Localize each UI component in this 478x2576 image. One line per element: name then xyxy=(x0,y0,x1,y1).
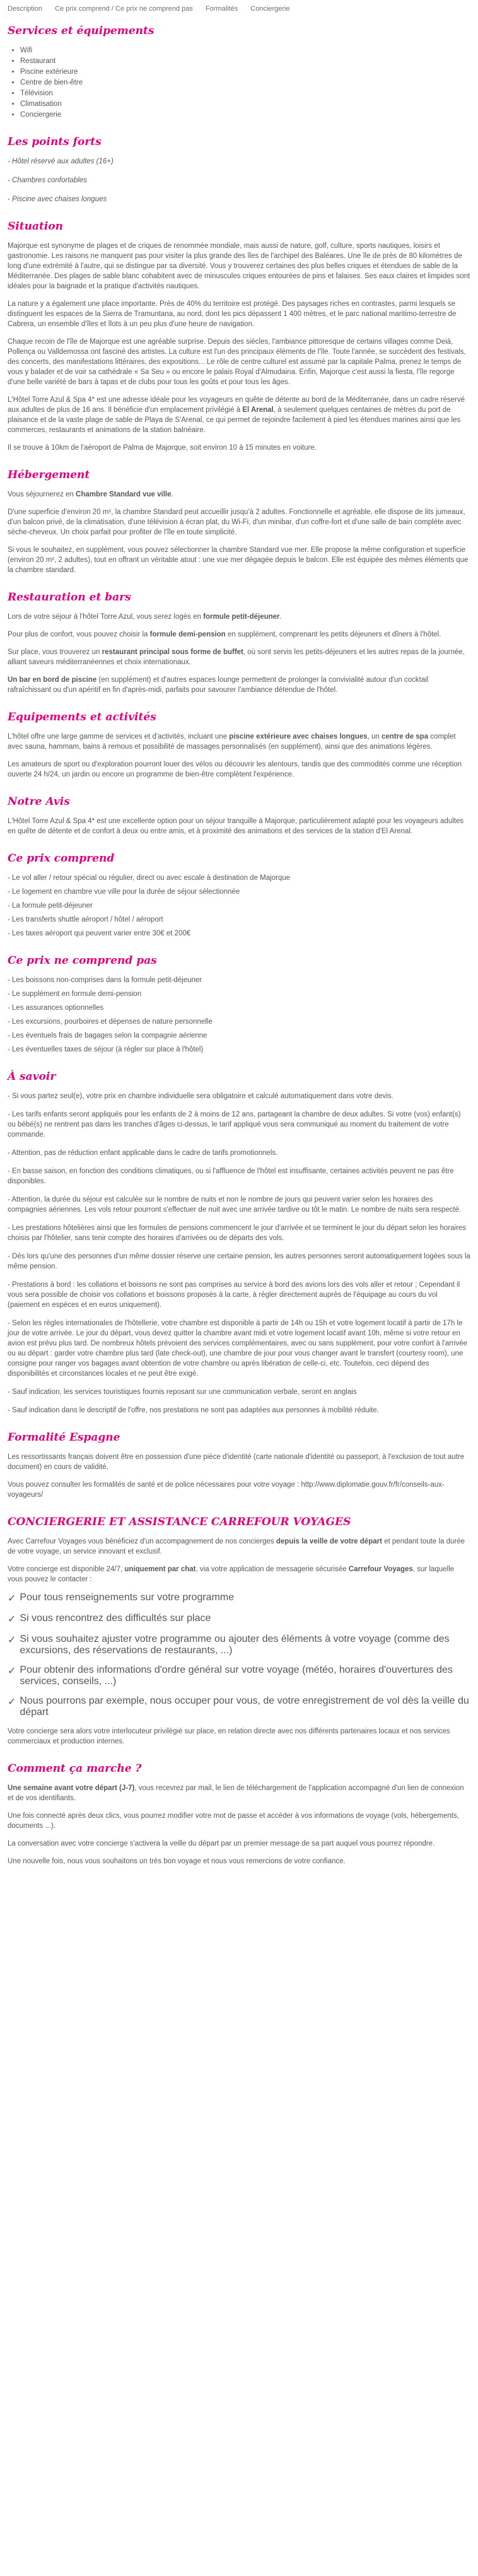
tab-concierge[interactable]: Conciergerie xyxy=(250,5,290,13)
hebergement-paragraph: Si vous le souhaitez, en supplément, vous pouvez sélectionner la chambre Standard vue mer. Elle propose la même configuration et superficie (environ 20 m², 2 adultes), tout en offrant un véritable atout : une vue mer dégagée depuis le balcon. Elle est équipée des mêmes éléments que la chambre standard. xyxy=(8,546,469,574)
a-savoir-item: - Sauf indication dans le descriptif de l'offre, nos prestations ne sont pas adaptées aux personnes à mobilité réduite. xyxy=(8,1407,379,1414)
situation-paragraph: La nature y a également une place importante. Près de 40% du territoire est protégé. Des paysages riches en contrastes, parmi lesquels se distinguent les espaces de la Sierra de Tramuntana, au nord, dont les pics dépassent 1 400 mètres, et le parc national maritimo-terrestre de Cabrera, un ensemble d'îles et îlots à un peu plus d'une heure de navigation. xyxy=(8,300,457,328)
points-forts-title: Les points forts xyxy=(8,136,102,148)
conciergerie-paragraph: Votre concierge sera alors votre interlocuteur privilégié sur place, en relation directe avec nos différents partenaires locaux et nos services commerciaux et production internes. xyxy=(8,1728,450,1745)
text-segment: Pour plus de confort, vous pouvez choisir la xyxy=(8,631,150,638)
concierge-check-text: Pour tous renseignements sur votre programme xyxy=(20,1592,235,1603)
points-forts-list xyxy=(8,156,470,204)
equipements-title: Equipements et activités xyxy=(8,711,156,723)
a-savoir-item: - Sauf indication, les services touristiques fournis reposant sur une communication verbale, seront en anglais xyxy=(8,1388,357,1396)
check-icon: ✓ xyxy=(8,1697,16,1707)
text-segment: L'Hôtel Torre Azul & Spa 4* est une adresse idéale pour les voyageurs en quête de détente au bord de la Méditerranée, dans un cadre réservé aux adultes de plus de 16 ans. Il bénéficie d'un emplacement privilégié à xyxy=(8,396,465,414)
a-savoir-item: - Selon les règles internationales de l'hôtellerie, votre chambre est disponible à partir de 14h ou 15h et votre logement locatif à partir de 17h le jour de votre arrivée. Le jour du départ, vous devez quitter la chambre avant midi et votre logement locatif avant 10h, même si votre retour en avion est prévu plus tard. De nombreux hôtels prévoient des services complémentaires, avec ou sans supplément, pour votre confort à l'arrivée ou au départ : garder votre chambre plus tard (late check-out), une chambre de jour pour vous changer avant le transfert (courtesy room), une consigne pour ranger vos bagages avant obtention de votre chambre ou après libération de celle-ci, etc. Toutefois, ceci dépend des disponibilités et circonstances locales et ne peut être exigé. xyxy=(8,1320,467,1378)
prix-ne-comprend-pas-item: - Le supplément en formule demi-pension xyxy=(8,990,142,998)
emphasis-text: centre de spa xyxy=(381,733,429,741)
emphasis-text: Une semaine avant votre départ (J-7) xyxy=(8,1784,135,1792)
notre-avis-paragraph: L'Hôtel Torre Azul & Spa 4* est une excellente option pour un séjour tranquille à Majorque, particulièrement adapté pour les voyageurs adultes en quête de détente et de confort à deux ou entre amis, et à proximité des animations et des services de la station d'El Arenal. xyxy=(8,817,464,835)
comment-ca-marche-title: Comment ça marche ? xyxy=(8,1762,142,1775)
service-item: • Centre de bien-être xyxy=(20,78,470,88)
text-segment: . xyxy=(171,491,173,498)
comment-ca-marche-paragraph: Une nouvelle fois, nous vous souhaitons un très bon voyage et nous vous remercions de votre confiance. xyxy=(8,1858,346,1865)
text-segment: , où sont servis les petits-déjeuners et les autres repas de la journée, alliant saveurs méditerranéennes et choix internationaux. xyxy=(8,648,465,666)
a-savoir-item: - Si vous partez seul(e), votre prix en chambre individuelle sera obligatoire et calculé automatiquement dans votre devis. xyxy=(8,1092,393,1100)
prix-comprend-item: - Les transferts shuttle aéroport / hôtel / aéroport xyxy=(8,916,163,923)
section-points-forts xyxy=(8,135,470,204)
text-segment: et pendant toute la durée de votre voyage, un service innovant et exclusif. xyxy=(8,1538,465,1555)
concierge-check-text: Si vous rencontrez des difficultés sur place xyxy=(20,1613,211,1624)
section-hebergement xyxy=(8,468,470,575)
prix-comprend-item: - La formule petit-déjeuner xyxy=(8,902,93,910)
prix-ne-comprend-pas-item: - Les assurances optionnelles xyxy=(8,1004,104,1012)
text-segment: , sur laquelle vous pouvez le contacter : xyxy=(8,1566,455,1583)
travel-advice-link[interactable]: http://www.diplomatie.gouv.fr/fr/conseils-aux-voyageurs/ xyxy=(8,1481,445,1499)
conciergerie-title: CONCIERGERIE ET ASSISTANCE CARREFOUR VOYAGES xyxy=(8,1516,351,1528)
concierge-check-item xyxy=(8,1613,470,1625)
situation-paragraph: Il se trouve à 10km de l'aéroport de Palma de Majorque, soit environ 10 à 15 minutes en voiture. xyxy=(8,444,317,452)
text-segment: L'hôtel offre une large gamme de services et d'activités, incluant une xyxy=(8,733,230,741)
section-prix-comprend xyxy=(8,852,470,939)
section-tabs xyxy=(8,4,470,15)
a-savoir-item: - Les prestations hôtelières ainsi que les formules de pensions commencent le jour d'arrivée et se terminent le jour du départ selon les horaires choisis par l'hôtelier, sans tenir compte des horaires d'arrivées ou de départs des vols. xyxy=(8,1224,467,1242)
services-title: Services et équipements xyxy=(8,25,154,37)
concierge-check-item xyxy=(8,1695,470,1718)
a-savoir-item: - Dès lors qu'une des personnes d'un même dossier réserve une certaine pension, les autres personnes seront automatiquement logées sous la même pension. xyxy=(8,1253,470,1270)
comment-ca-marche-paragraph: Une fois connecté après deux clics, vous pourrez modifier votre mot de passe et accéder à vos informations de voyage (vols, hébergements, documents ...). xyxy=(8,1812,459,1830)
emphasis-text: Chambre Standard vue ville xyxy=(76,491,172,498)
text-segment: (en supplément) et d'autres espaces lounge permettent de prolonger la convivialité autour d'un cocktail rafraîchissant ou d'un apéritif en fin d'après-midi, parfaits pour savourer l'ambiance détendue de l'hôtel. xyxy=(8,676,429,694)
emphasis-text: formule petit-déjeuner xyxy=(203,613,280,621)
text-segment: Vous séjournerez en xyxy=(8,491,76,498)
situation-paragraph: Majorque est synonyme de plages et de criques de renommée mondiale, mais aussi de nature, golf, culture, sports nautiques, loisirs et gastronomie. Les raisons ne manquent pas pour visiter la plus grande des îles de l'archipel des Baléares. Une île de près de 80 kilomètres de long d'une extrémité à l'autre, qui se distingue par sa diversité. Vous y trouverez certaines des plus belles criques et étendues de sable de la Méditerranée. Des plages de sable blanc cohabitent avec de minuscules criques entourées de pins et falaises. Ses eaux claires et limpides sont idéales pour la baignade et la pratique d'activités nautiques. xyxy=(8,242,470,290)
formalites-link-intro: Vous pouvez consulter les formalités de santé et de police nécessaires pour votre voyage : xyxy=(8,1481,301,1489)
service-item: • Conciergerie xyxy=(20,110,470,120)
a-savoir-item: - En basse saison, en fonction des conditions climatiques, ou si l'affluence de l'hôtel est insuffisante, certaines activités peuvent ne pas être disponibles. xyxy=(8,1168,454,1185)
emphasis-text: Un bar en bord de piscine xyxy=(8,676,97,684)
text-segment: , vous recevrez par mail, le lien de téléchargement de l'application accompagné d'un lien de connexion et de vos identifiants. xyxy=(8,1784,464,1802)
equipements-paragraph: Les amateurs de sport ou d'exploration pourront louer des vélos ou découvrir les alentours, tandis que des commodités comme une réception ouverte 24 h/24, un jardin ou encore un programme de bien-être complètent l'expérience. xyxy=(8,761,462,778)
a-savoir-item: - Prestations à bord : les collations et boissons ne sont pas comprises au service à bord des avions lors des vols aller et retour ; Cependant il vous sera possible de choisir vos collations et boissons proposés à la carte, à régler directement auprès de l'équipage au cours du vol (paiement en espèces et en euros uniquement). xyxy=(8,1281,460,1309)
restauration-paragraph xyxy=(8,647,470,667)
text-segment: , un xyxy=(367,733,382,741)
service-item: • Télévision xyxy=(20,88,470,98)
prix-comprend-item: - Le logement en chambre vue ville pour la durée de séjour sélectionnée xyxy=(8,888,240,896)
point-fort-item: - Chambres confortables xyxy=(8,177,87,184)
service-item: • Piscine extérieure xyxy=(20,67,470,77)
text-segment: Votre concierge est disponible 24/7, xyxy=(8,1566,125,1573)
section-formalites xyxy=(8,1431,470,1500)
section-conciergerie xyxy=(8,1515,470,1747)
text-segment: , à seulement quelques centaines de mètres du port de plaisance et de la vaste plage de sable de Playa de S'Arenal, ce qui permet de rejoindre facilement à pied les étendues marines ainsi que les commerces, restaurants et animations de la station balnéaire. xyxy=(8,406,461,434)
check-icon: ✓ xyxy=(8,1593,16,1604)
comment-ca-marche-paragraph: La conversation avec votre concierge s'activera la veille du départ par un premier message de sa part auquel vous pourrez répondre. xyxy=(8,1840,435,1847)
concierge-check-text: Si vous souhaitez ajuster votre programme ou ajouter des éléments à votre voyage (comme des excursions, des réservations de restaurants, ...) xyxy=(20,1634,450,1656)
check-icon: ✓ xyxy=(8,1614,16,1625)
formalites-title: Formalité Espagne xyxy=(8,1431,120,1444)
section-restauration xyxy=(8,590,470,695)
services-list xyxy=(20,45,470,120)
text-segment: . xyxy=(279,613,282,621)
equipements-paragraph xyxy=(8,732,470,752)
formalites-paragraph xyxy=(8,1480,470,1500)
emphasis-text: El Arenal xyxy=(242,406,274,414)
text-segment: en supplément, comprenant les petits déjeuners et dîners à l'hôtel. xyxy=(225,631,441,638)
prix-comprend-item: - Les taxes aéroport qui peuvent varier entre 30€ et 200€ xyxy=(8,930,191,937)
restauration-paragraph xyxy=(8,675,470,695)
emphasis-text: formule demi-pension xyxy=(149,631,226,638)
comment-ca-marche-paragraph xyxy=(8,1783,470,1803)
conciergerie-paragraph xyxy=(8,1564,470,1584)
point-fort-item: - Hôtel réservé aux adultes (16+) xyxy=(8,158,114,165)
service-item: • Climatisation xyxy=(20,99,470,109)
text-segment: complet avec sauna, hammam, bains à remous et possibilité de massages personnalisés (en supplément), ainsi que des animations légères. xyxy=(8,733,456,751)
section-comment-ca-marche xyxy=(8,1762,470,1866)
emphasis-text: piscine extérieure avec chaises longues xyxy=(229,733,368,741)
concierge-check-text: Pour obtenir des informations d'ordre général sur votre voyage (météo, horaires d'ouvertures des services, conseils, ...) xyxy=(20,1665,453,1687)
section-prix-ne-comprend-pas xyxy=(8,954,470,1055)
service-item: • Wifi xyxy=(20,45,470,56)
emphasis-text: depuis la veille de votre départ xyxy=(276,1538,382,1545)
text-segment: Lors de votre séjour à l'hôtel Torre Azul, vous serez logés en xyxy=(8,613,204,621)
restauration-paragraph xyxy=(8,629,470,640)
concierge-check-text: Nous pourrons par exemple, nous occuper pour vous, de votre enregistrement de vol dès la veille du départ xyxy=(20,1695,469,1718)
prix-comprend-title: Ce prix comprend xyxy=(8,852,115,865)
concierge-check-item xyxy=(8,1665,470,1687)
hebergement-paragraph xyxy=(8,489,470,500)
prix-ne-comprend-pas-list xyxy=(8,975,470,1055)
prix-comprend-list xyxy=(8,873,470,939)
text-segment: Sur place, vous trouverez un xyxy=(8,648,102,656)
tab-formalities[interactable]: Formalités xyxy=(205,5,238,13)
situation-paragraph: Chaque recoin de l'île de Majorque est une agréable surprise. Depuis des siècles, l'ambiance pittoresque de certains villages comme Deià, Pollença ou Valldemossa ont fasciné des artistes. La culture est l'un des principaux éléments de l'île. Toute l'année, se succèdent des festivals, des concerts, des manifestations littéraires, des expositions... Le rôle de centre culturel est assumé par la capitale Palma, prenez le temps de vous y balader et de voir sa cathédrale « Sa Seu » ou encore le palais Royal d'Almudaina. Enfin, Majorque c'est aussi la fiesta, l'île regorge d'une belle variété de bars à tapas et de clubs pour tous les goûts et pour tous les âges. xyxy=(8,338,466,386)
section-notre-avis xyxy=(8,795,470,836)
check-icon: ✓ xyxy=(8,1635,16,1646)
section-services xyxy=(8,24,470,120)
situation-paragraph xyxy=(8,395,470,435)
prix-ne-comprend-pas-title: Ce prix ne comprend pas xyxy=(8,954,157,967)
emphasis-text: restaurant principal sous forme de buffet xyxy=(102,648,243,656)
point-fort-item: - Piscine avec chaises longues xyxy=(8,196,107,203)
hebergement-title: Hébergement xyxy=(8,469,90,481)
tab-description[interactable]: Description xyxy=(8,5,43,13)
notre-avis-title: Notre Avis xyxy=(8,795,70,808)
a-savoir-item: - Attention, pas de réduction enfant applicable dans le cadre de tarifs promotionnels. xyxy=(8,1149,278,1157)
section-equipements xyxy=(8,710,470,780)
prix-ne-comprend-pas-item: - Les éventuels frais de bagages selon la compagnie aérienne xyxy=(8,1032,207,1039)
service-item: • Restaurant xyxy=(20,56,470,66)
prix-ne-comprend-pas-item: - Les boissons non-comprises dans la formule petit-déjeuner xyxy=(8,976,202,984)
hebergement-paragraph: D'une superficie d'environ 20 m², la chambre Standard peut accueillir jusqu'à 2 adultes. Fonctionnelle et agréable, elle dispose de lits jumeaux, d'un balcon privé, de la climatisation, d'une télévision à écran plat, du Wi-Fi, d'un minibar, d'un coffre-fort et d'une salle de bain complète avec sèche-cheveux. Un choix parfait pour profiter de l'île en toute simplicité. xyxy=(8,508,465,536)
section-situation xyxy=(8,220,470,453)
prix-comprend-item: - Le vol aller / retour spécial ou régulier, direct ou avec escale à destination de Majorque xyxy=(8,874,291,882)
a-savoir-item: - Les tarifs enfants seront appliqués pour les enfants de 2 à moins de 12 ans, partageant la chambre de deux adultes. Si votre (vos) enfant(s) ou bébé(s) ne rentrent pas dans les tranches d'âges ci-dessus, le tarif appliqué vous sera communiqué au moment du traitement de votre commande. xyxy=(8,1111,461,1139)
a-savoir-list xyxy=(8,1091,470,1415)
tab-price-included-excluded[interactable]: Ce prix comprend / Ce prix ne comprend pas xyxy=(55,5,193,13)
restauration-title: Restauration et bars xyxy=(8,591,131,604)
situation-title: Situation xyxy=(8,220,63,233)
section-a-savoir xyxy=(8,1070,470,1415)
concierge-check-item xyxy=(8,1592,470,1605)
emphasis-text: uniquement par chat xyxy=(124,1566,196,1573)
a-savoir-item: - Attention, la durée du séjour est calculée sur le nombre de nuits et non le nombre de jours qui peuvent varier selon les horaires des compagnies aériennes. Les vols retour pourront s'effectuer de nuit avec une arrivée tardive ou tôt le matin. Le nombre de nuits sera respecté. xyxy=(8,1196,462,1214)
text-segment: Avec Carrefour Voyages vous bénéficiez d'un accompagnement de nos concierges xyxy=(8,1538,276,1545)
prix-ne-comprend-pas-item: - Les excursions, pourboires et dépenses de nature personnelle xyxy=(8,1018,213,1026)
a-savoir-title: À savoir xyxy=(8,1070,56,1083)
text-segment: , via votre application de messagerie sécurisée xyxy=(195,1566,349,1573)
emphasis-text: Carrefour Voyages xyxy=(348,1566,413,1573)
formalites-paragraph: Les ressortissants français doivent être en possession d'une pièce d'identité (carte nationale d'identité ou passeport, à l'exclusion de tout autre document) en cours de validité. xyxy=(8,1453,465,1471)
concierge-check-item xyxy=(8,1634,470,1656)
conciergerie-paragraph xyxy=(8,1537,470,1557)
prix-ne-comprend-pas-item: - Les éventuelles taxes de séjour (à régler sur place à l'hôtel) xyxy=(8,1046,204,1053)
check-icon: ✓ xyxy=(8,1666,16,1677)
restauration-paragraph xyxy=(8,612,470,622)
